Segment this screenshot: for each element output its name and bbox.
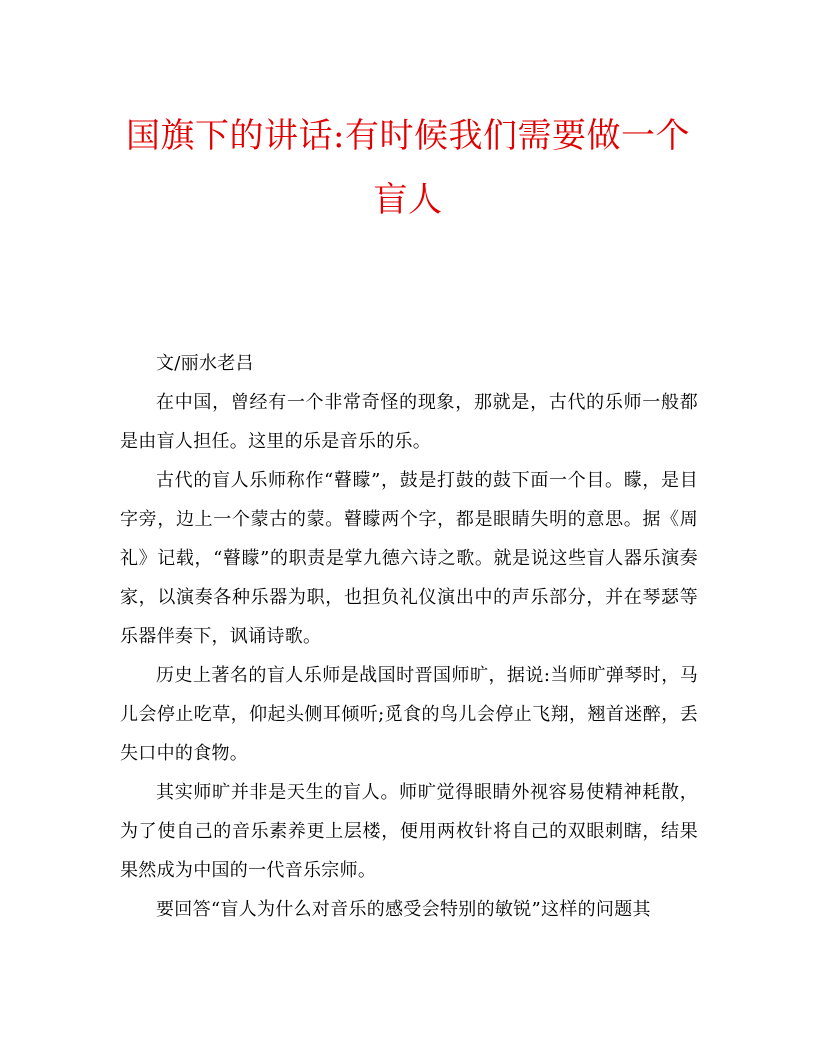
document-body [120, 344, 698, 929]
document-title [100, 104, 716, 232]
paragraph: 要回答“盲人为什么对音乐的感受会特别的敏锐”这样的问题其 [156, 899, 651, 920]
author-line: 文/丽水老吕 [156, 353, 254, 374]
paragraph: 在中国，曾经有一个非常奇怪的现象，那就是，古代的乐师一般都是由盲人担任。这里的乐是音乐的乐。 [120, 392, 698, 452]
title-line-1: 国旗下的讲话:有时候我们需要做一个 [126, 116, 690, 156]
title-line-2: 盲人 [373, 180, 443, 220]
paragraph: 历史上著名的盲人乐师是战国时晋国师旷，据说:当师旷弹琴时，马儿会停止吃草，仰起头侧耳倾听;觅食的鸟儿会停止飞翔，翘首迷醉，丢失口中的食物。 [120, 665, 698, 764]
paragraph: 其实师旷并非是天生的盲人。师旷觉得眼睛外视容易使精神耗散，为了使自己的音乐素养更上层楼，便用两枚针将自己的双眼刺瞎，结果果然成为中国的一代音乐宗师。 [120, 782, 698, 881]
paragraph: 古代的盲人乐师称作“瞽矇”，鼓是打鼓的鼓下面一个目。矇，是目字旁，边上一个蒙古的蒙。瞽矇两个字，都是眼睛失明的意思。据《周礼》记载，“瞽矇”的职责是掌九德六诗之歌。就是说这些盲人器乐演奏家，以演奏各种乐器为职，也担负礼仪演出中的声乐部分，并在琴瑟等乐器伴奏下，讽诵诗歌。 [120, 470, 698, 647]
